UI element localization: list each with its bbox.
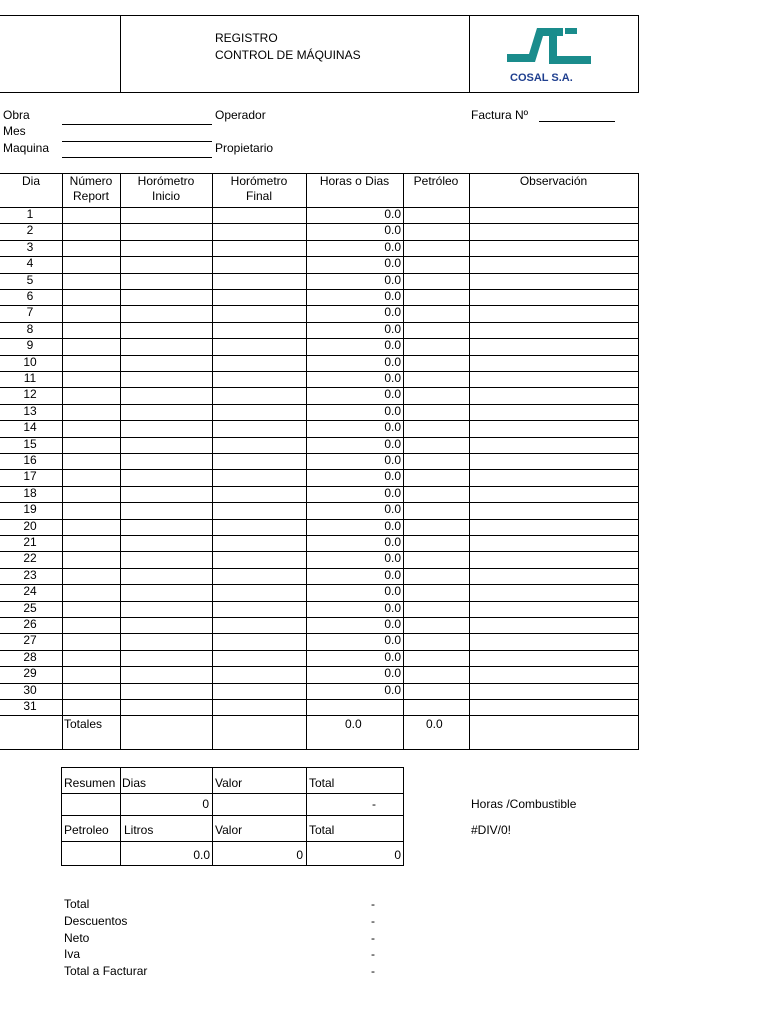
table-row-day: 27 bbox=[23, 633, 37, 647]
table-row-horas: 0.0 bbox=[384, 256, 401, 270]
total-petroleo: 0.0 bbox=[426, 717, 443, 731]
table-row-horas: 0.0 bbox=[384, 502, 401, 516]
table-row-horas: 0.0 bbox=[384, 486, 401, 500]
table-row-day: 13 bbox=[23, 404, 37, 418]
table-row-day: 10 bbox=[23, 355, 37, 369]
header-divider-right bbox=[469, 15, 470, 93]
resumen-valor-header: Valor bbox=[215, 776, 243, 790]
table-row-horas: 0.0 bbox=[384, 683, 401, 697]
iva-label: Iva bbox=[64, 947, 81, 961]
table-row-day: 5 bbox=[26, 273, 34, 287]
table-row-day: 25 bbox=[23, 601, 37, 615]
table-row-day: 31 bbox=[23, 699, 37, 713]
table-row-day: 18 bbox=[23, 486, 37, 500]
totales-label: Totales bbox=[64, 717, 103, 731]
table-col-line bbox=[403, 173, 404, 749]
table-row-day: 11 bbox=[23, 371, 37, 385]
table-row-line bbox=[0, 699, 638, 700]
table-row-horas: 0.0 bbox=[384, 469, 401, 483]
mes-label: Mes bbox=[3, 124, 26, 138]
resumen-blank-cell bbox=[62, 794, 120, 815]
col-header-horometro-final: Horómetro Final bbox=[230, 174, 288, 203]
table-row-horas: 0.0 bbox=[384, 322, 401, 336]
table-row-day: 24 bbox=[23, 584, 37, 598]
descuentos-value: - bbox=[371, 914, 375, 928]
litros-value: 0.0 bbox=[193, 848, 210, 862]
col-header-observacion: Observación bbox=[519, 174, 588, 188]
litros-header: Litros bbox=[124, 823, 154, 837]
resumen-blank-cell bbox=[62, 842, 120, 865]
table-row-day: 14 bbox=[23, 420, 37, 434]
resumen-label: Resumen bbox=[64, 776, 116, 790]
table-row-day: 29 bbox=[23, 666, 37, 680]
table-row-horas: 0.0 bbox=[384, 305, 401, 319]
resumen-dias-header: Dias bbox=[122, 776, 147, 790]
table-row-day: 21 bbox=[23, 535, 37, 549]
maquina-field[interactable] bbox=[62, 157, 212, 158]
petroleo-total-header: Total bbox=[309, 823, 335, 837]
table-row-horas: 0.0 bbox=[384, 437, 401, 451]
table-row-horas: 0.0 bbox=[384, 404, 401, 418]
table-row-line bbox=[0, 715, 638, 716]
table-row-day: 9 bbox=[26, 338, 34, 352]
table-row-day: 12 bbox=[23, 387, 37, 401]
table-row-horas: 0.0 bbox=[384, 273, 401, 287]
form-title-line2: CONTROL DE MÁQUINAS bbox=[215, 48, 361, 62]
table-row-day: 20 bbox=[23, 519, 37, 533]
table-row-horas: 0.0 bbox=[384, 207, 401, 221]
table-row-day: 30 bbox=[23, 683, 37, 697]
neto-label: Neto bbox=[64, 931, 90, 945]
table-row-horas: 0.0 bbox=[384, 240, 401, 254]
table-row-day: 7 bbox=[26, 305, 34, 319]
horas-combustible-value: #DIV/0! bbox=[471, 823, 512, 837]
table-col-line bbox=[120, 173, 121, 749]
maquina-label: Maquina bbox=[3, 141, 50, 155]
col-header-numero-report: Número Report bbox=[69, 174, 113, 203]
table-row-horas: 0.0 bbox=[384, 355, 401, 369]
operador-label: Operador bbox=[215, 108, 266, 122]
table-col-line bbox=[212, 173, 213, 749]
table-row-horas: 0.0 bbox=[384, 453, 401, 467]
table-row-day: 15 bbox=[23, 437, 37, 451]
table-row-horas: 0.0 bbox=[384, 650, 401, 664]
table-row-horas: 0.0 bbox=[384, 371, 401, 385]
table-row-horas: 0.0 bbox=[384, 666, 401, 680]
table-row-day: 6 bbox=[26, 289, 34, 303]
mes-field[interactable] bbox=[62, 141, 212, 142]
total-label: Total bbox=[64, 897, 90, 911]
table-row-day: 16 bbox=[23, 453, 37, 467]
table-row-horas: 0.0 bbox=[384, 289, 401, 303]
table-row-day: 1 bbox=[26, 207, 34, 221]
table-row-horas: 0.0 bbox=[384, 223, 401, 237]
table-row-horas: 0.0 bbox=[384, 601, 401, 615]
table-row-horas: 0.0 bbox=[384, 519, 401, 533]
resumen-dias-value: 0 bbox=[202, 797, 209, 811]
total-horas: 0.0 bbox=[345, 717, 362, 731]
table-row-horas: 0.0 bbox=[384, 551, 401, 565]
company-name: COSAL S.A. bbox=[510, 72, 573, 84]
table-row-day: 3 bbox=[26, 240, 34, 254]
table-row-day: 26 bbox=[23, 617, 37, 631]
col-header-horas-dias: Horas o Dias bbox=[319, 174, 390, 188]
table-col-line bbox=[469, 173, 470, 749]
table-row-day: 19 bbox=[23, 502, 37, 516]
neto-value: - bbox=[371, 931, 375, 945]
iva-value: - bbox=[371, 947, 375, 961]
factura-label: Factura Nº bbox=[471, 108, 529, 122]
table-row-horas: 0.0 bbox=[384, 420, 401, 434]
table-row-horas: 0.0 bbox=[384, 584, 401, 598]
table-col-line bbox=[62, 173, 63, 749]
total-a-facturar-label: Total a Facturar bbox=[64, 964, 148, 978]
table-row-horas: 0.0 bbox=[384, 568, 401, 582]
cosal-logo bbox=[505, 26, 595, 68]
table-row-day: 2 bbox=[26, 223, 34, 237]
obra-field[interactable] bbox=[62, 124, 212, 125]
table-row-day: 17 bbox=[23, 469, 37, 483]
header-divider-left bbox=[120, 15, 121, 93]
table-row-day: 22 bbox=[23, 551, 37, 565]
table-row-day: 4 bbox=[26, 256, 34, 270]
obra-label: Obra bbox=[3, 108, 30, 122]
col-header-dia: Dia bbox=[21, 174, 40, 188]
table-row-horas: 0.0 bbox=[384, 535, 401, 549]
form-title-line1: REGISTRO bbox=[215, 31, 278, 45]
table-row-horas: 0.0 bbox=[384, 617, 401, 631]
col-header-horometro-inicio: Horómetro Inicio bbox=[137, 174, 195, 203]
total-value: - bbox=[371, 897, 375, 911]
table-row-horas: 0.0 bbox=[384, 338, 401, 352]
descuentos-label: Descuentos bbox=[64, 914, 128, 928]
propietario-label: Propietario bbox=[215, 141, 274, 155]
table-row-horas: 0.0 bbox=[384, 633, 401, 647]
petroleo-label: Petroleo bbox=[64, 823, 109, 837]
table-row-day: 28 bbox=[23, 650, 37, 664]
resumen-total-value: - bbox=[372, 797, 376, 811]
resumen-total-header: Total bbox=[309, 776, 335, 790]
horas-combustible-label: Horas /Combustible bbox=[471, 797, 577, 811]
col-header-petroleo: Petróleo bbox=[413, 174, 459, 188]
resumen-row-line bbox=[61, 815, 403, 816]
petroleo-total-value: 0 bbox=[394, 848, 401, 862]
table-row-day: 23 bbox=[23, 568, 37, 582]
petroleo-valor-value: 0 bbox=[296, 848, 303, 862]
table-row-day: 8 bbox=[26, 322, 34, 336]
petroleo-valor-header: Valor bbox=[215, 823, 243, 837]
total-a-facturar-value: - bbox=[371, 964, 375, 978]
factura-field[interactable] bbox=[539, 121, 615, 122]
table-row-horas: 0.0 bbox=[384, 387, 401, 401]
